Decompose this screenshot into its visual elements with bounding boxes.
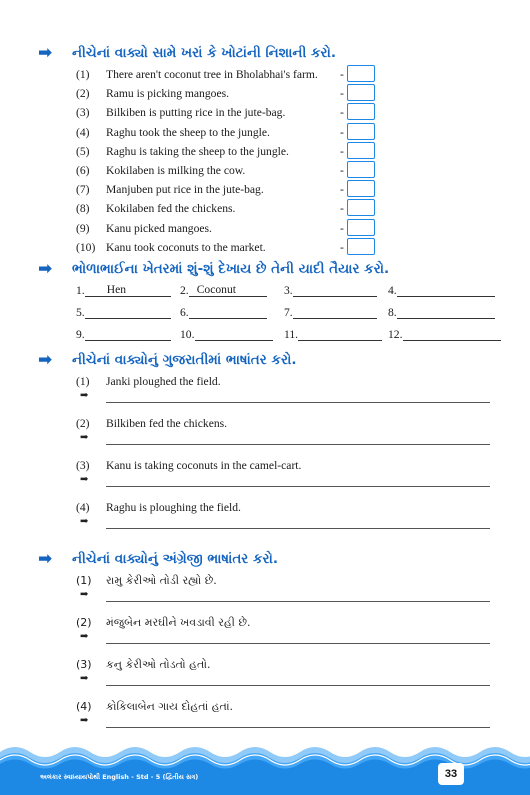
statement-text: Kokilaben is milking the cow. <box>106 164 246 177</box>
page-number: 33 <box>438 763 464 785</box>
arrow-right-icon: ➡ <box>80 516 89 527</box>
blank-answer: Hen <box>106 283 127 296</box>
arrow-right-icon: ➡ <box>80 432 89 443</box>
blank-number: 3. <box>284 284 293 297</box>
blank-line[interactable] <box>195 327 273 341</box>
blank-item <box>284 283 377 297</box>
dash: - <box>340 125 344 139</box>
blank-number: 7. <box>284 306 293 319</box>
answer-line[interactable] <box>80 715 490 728</box>
blank-item <box>284 327 382 341</box>
question-text: મંજુબેન મરઘીને ખવડાવી રહી છે. <box>106 616 251 629</box>
answer-box[interactable] <box>347 123 375 140</box>
blank-item <box>388 327 501 341</box>
question-number: (3) <box>76 459 90 472</box>
true-false-row <box>76 163 376 181</box>
question-item <box>76 375 221 388</box>
answer-line[interactable] <box>80 631 490 644</box>
item-number: (2) <box>76 87 90 101</box>
answer-rule <box>106 685 490 686</box>
question-text: કોકિલાબેન ગાય દોહતાં હતાં. <box>106 700 234 713</box>
blank-line[interactable] <box>403 327 501 341</box>
section4-heading <box>38 549 278 569</box>
question-text: Raghu is ploughing the field. <box>106 501 241 514</box>
blank-line[interactable] <box>397 305 495 319</box>
arrow-right-icon: ➡ <box>38 549 53 569</box>
question-number: (4) <box>76 700 92 713</box>
true-false-row <box>76 240 376 258</box>
arrow-right-icon: ➡ <box>80 474 89 485</box>
dash: - <box>340 106 344 120</box>
question-number: (4) <box>76 501 90 514</box>
blank-item <box>180 283 267 297</box>
arrow-right-icon: ➡ <box>80 673 89 684</box>
item-number: (8) <box>76 202 90 216</box>
statement-text: Kanu took coconuts to the market. <box>106 240 266 254</box>
statement-text: Manjuben put rice in the jute-bag. <box>106 183 264 197</box>
true-false-row <box>76 201 376 219</box>
blank-line[interactable] <box>293 283 377 297</box>
blank-number: 8. <box>388 306 397 319</box>
question-text: Bilkiben fed the chickens. <box>106 417 228 430</box>
item-number: (9) <box>76 221 90 235</box>
answer-box[interactable] <box>347 103 375 120</box>
question-text: Janki ploughed the field. <box>106 375 221 388</box>
answer-rule <box>106 486 490 487</box>
statement-text: Raghu took the sheep to the jungle. <box>106 125 270 139</box>
question-item <box>76 417 227 430</box>
arrow-right-icon: ➡ <box>80 589 89 600</box>
question-item <box>76 616 250 630</box>
statement-text: Ramu is picking mangoes. <box>106 87 230 101</box>
item-number: (7) <box>76 183 90 197</box>
dash: - <box>340 164 344 177</box>
blank-number: 5. <box>76 306 85 319</box>
section3-heading <box>38 350 296 370</box>
answer-line[interactable] <box>80 589 490 602</box>
question-number: (3) <box>76 658 92 671</box>
blank-number: 11. <box>284 328 299 341</box>
true-false-row <box>76 125 376 143</box>
item-number: (10) <box>76 240 96 254</box>
true-false-row <box>76 221 376 239</box>
item-number: (5) <box>76 144 90 158</box>
section3-title: નીચેનાં વાક્યોનું ગુજરાતીમાં ભાષાંતર કરો. <box>72 352 297 368</box>
dash: - <box>340 144 344 158</box>
blank-number: 4. <box>388 284 397 297</box>
blank-answer: Coconut <box>196 283 236 296</box>
answer-rule <box>106 601 490 602</box>
blank-item <box>388 305 495 319</box>
answer-box[interactable] <box>347 219 375 236</box>
answer-rule <box>106 643 490 644</box>
blank-number: 1. <box>76 284 85 297</box>
question-item <box>76 658 211 672</box>
blank-item <box>180 327 273 341</box>
blank-line[interactable] <box>298 327 382 341</box>
answer-line[interactable] <box>80 516 490 529</box>
true-false-row <box>76 67 376 85</box>
arrow-right-icon: ➡ <box>38 259 53 279</box>
answer-box[interactable] <box>347 180 375 197</box>
question-item <box>76 501 241 514</box>
item-number: (4) <box>76 125 90 139</box>
blank-number: 2. <box>180 284 189 297</box>
answer-box[interactable] <box>347 84 375 101</box>
dash: - <box>340 202 344 216</box>
statement-text: There aren't coconut tree in Bholabhai's farm. <box>106 68 318 81</box>
footer-text: અલંકાર સ્વાધ્યાયપોથી English - Std - 5 (દ્વિતીય સત્ર) <box>40 773 199 781</box>
blank-number: 9. <box>76 328 85 341</box>
answer-box[interactable] <box>347 238 375 255</box>
statement-text: Raghu is taking the sheep to the jungle. <box>106 144 289 158</box>
question-text: Kanu is taking coconuts in the camel-cart. <box>106 459 302 472</box>
true-false-row <box>76 86 376 104</box>
blank-item <box>76 305 171 319</box>
dash: - <box>340 183 344 197</box>
blank-line[interactable] <box>397 283 495 297</box>
blank-line[interactable] <box>85 327 171 341</box>
answer-rule <box>106 528 490 529</box>
arrow-right-icon: ➡ <box>80 715 89 726</box>
section1-title: નીચેનાં વાક્યો સામે ખરાં કે ખોટાંની નિશાની કરો. <box>72 45 337 61</box>
answer-rule <box>106 444 490 445</box>
answer-line[interactable] <box>80 432 490 445</box>
item-number: (1) <box>76 68 90 81</box>
section2-heading <box>38 259 389 279</box>
arrow-right-icon: ➡ <box>38 43 53 63</box>
arrow-right-icon: ➡ <box>80 390 89 401</box>
question-text: રામુ કેરીઓ તોડી રહ્યો છે. <box>106 574 217 587</box>
blank-number: 10. <box>180 328 195 341</box>
statement-text: Kokilaben fed the chickens. <box>106 202 236 216</box>
answer-line[interactable] <box>80 474 490 487</box>
dash: - <box>340 240 344 254</box>
blank-item <box>180 305 267 319</box>
item-number: (6) <box>76 164 90 177</box>
blank-line[interactable] <box>189 283 267 297</box>
blank-line[interactable] <box>85 283 171 297</box>
blank-number: 6. <box>180 306 189 319</box>
statement-text: Kanu picked mangoes. <box>106 221 212 235</box>
question-number: (1) <box>76 375 90 388</box>
section4-title: નીચેનાં વાક્યોનું અંગ્રેજી ભાષાંતર કરો. <box>72 551 278 567</box>
answer-line[interactable] <box>80 390 490 403</box>
question-number: (2) <box>76 417 90 430</box>
question-number: (1) <box>76 574 92 587</box>
blank-item <box>388 283 495 297</box>
blank-line[interactable] <box>189 305 267 319</box>
dash: - <box>340 87 344 101</box>
question-number: (2) <box>76 616 92 629</box>
blank-item <box>76 327 171 341</box>
statement-text: Bilkiben is putting rice in the jute-bag. <box>106 106 286 120</box>
answer-box[interactable] <box>347 161 375 178</box>
answer-box[interactable] <box>347 142 375 159</box>
blank-line[interactable] <box>293 305 377 319</box>
arrow-right-icon: ➡ <box>80 631 89 642</box>
answer-box[interactable] <box>347 65 375 82</box>
true-false-row <box>76 105 376 123</box>
section2-title: ભોળાભાઈના ખેતરમાં શું-શું દેખાય છે તેની યાદી તૈયાર કરો. <box>72 261 390 277</box>
blank-number: 12. <box>388 328 403 341</box>
dash: - <box>340 68 344 81</box>
section1-heading <box>38 43 336 63</box>
question-item <box>76 574 217 588</box>
answer-line[interactable] <box>80 673 490 686</box>
blank-line[interactable] <box>85 305 171 319</box>
question-item <box>76 459 301 472</box>
true-false-row <box>76 182 376 200</box>
question-item <box>76 700 233 714</box>
blank-item <box>76 283 171 297</box>
question-text: કનુ કેરીઓ તોડતો હતો. <box>106 658 211 671</box>
answer-rule <box>106 402 490 403</box>
arrow-right-icon: ➡ <box>38 350 53 370</box>
blank-item <box>284 305 377 319</box>
dash: - <box>340 221 344 235</box>
true-false-row <box>76 144 376 162</box>
item-number: (3) <box>76 106 90 120</box>
answer-rule <box>106 727 490 728</box>
answer-box[interactable] <box>347 199 375 216</box>
